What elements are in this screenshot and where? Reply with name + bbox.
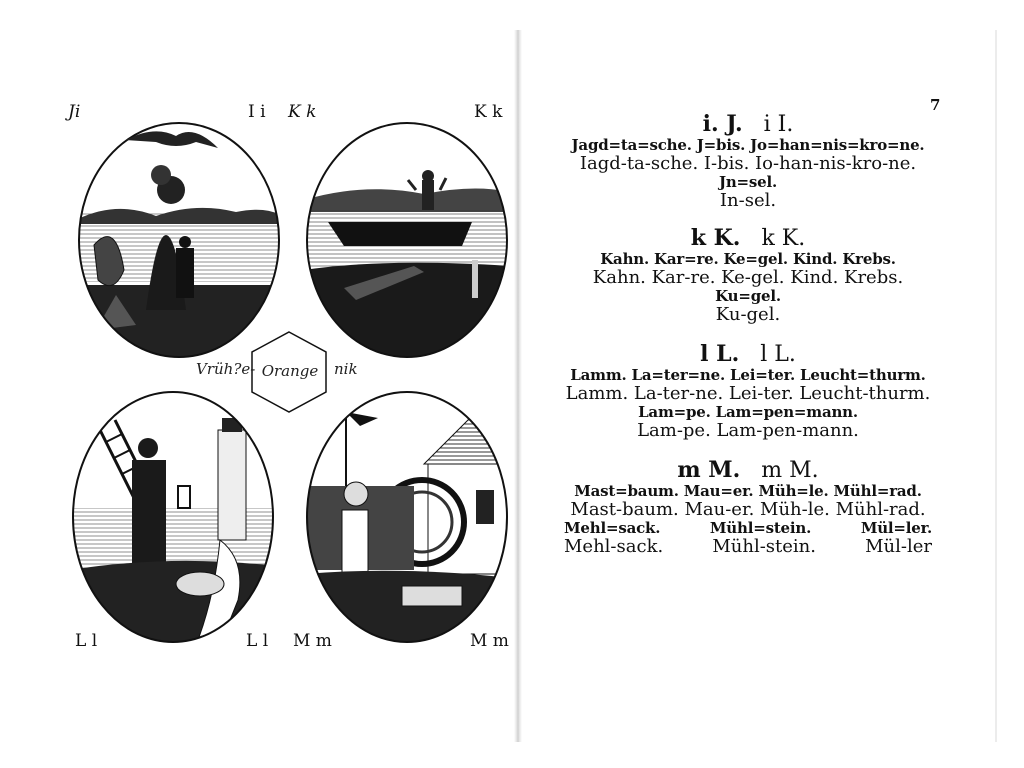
section-heading [530, 458, 966, 483]
page-number: 7 [930, 96, 941, 114]
word-row-roman: In-sel. [719, 190, 777, 211]
word-fraktur: Mehl=sack. [564, 519, 661, 537]
engraving-ibis-jagdtasche [76, 120, 282, 360]
heading-roman: l L. [760, 342, 796, 367]
corner-label-mm-fraktur: M m [293, 631, 332, 651]
heading-roman: k K. [761, 226, 806, 251]
word-row-fraktur: Mast=baum. Mau=er. Müh=le. Mühl=rad. [574, 482, 922, 500]
section-k [530, 226, 966, 325]
corner-label-kk-fraktur: K k [288, 102, 317, 122]
word-row-fraktur: Lam=pe. Lam=pen=mann. [638, 403, 858, 421]
word-row-roman: Mast-baum. Mau-er. Müh-le. Mühl-rad. [570, 499, 926, 520]
word-row-fraktur: Ku=gel. [715, 287, 781, 305]
heading-roman: m M. [761, 458, 819, 483]
section-heading [530, 342, 966, 367]
word-row-fraktur: Kahn. Kar=re. Ke=gel. Kind. Krebs. [600, 250, 896, 268]
corner-label-ll-fraktur: L l [75, 631, 98, 651]
heading-fraktur: l L. [700, 341, 740, 367]
handwritten-note-right: nik [334, 360, 358, 378]
word-row-roman: Kahn. Kar-re. Ke-gel. Kind. Krebs. [592, 267, 904, 288]
section-i [530, 112, 966, 211]
heading-fraktur: m M. [677, 457, 741, 483]
section-m [530, 458, 966, 557]
heading-fraktur: i. J. [702, 111, 743, 137]
word-fraktur: Mül=ler. [860, 519, 932, 537]
word-row-fraktur: Jn=sel. [718, 173, 778, 191]
word-row-fraktur [530, 520, 966, 537]
heading-roman: i I. [763, 112, 794, 137]
word-row-fraktur: Lamm. La=ter=ne. Lei=ter. Leucht=thurm. [570, 366, 926, 384]
word-row-fraktur: Jagd=ta=sche. J=bis. Jo=han=nis=kro=ne. [571, 136, 925, 154]
engraving-kahn [304, 120, 510, 360]
corner-label-ii-fraktur: Ji [68, 102, 81, 122]
section-heading [530, 112, 966, 137]
word-roman: Mehl-sack. [564, 536, 664, 557]
handwritten-note-left: Vrüh?e- [196, 360, 256, 378]
word-roman: Mühl-stein. [712, 536, 816, 557]
corner-label-mm-roman: M m [470, 631, 509, 651]
page-gutter [514, 30, 522, 742]
section-heading [530, 226, 966, 251]
corner-label-kk-roman: K k [474, 102, 503, 122]
word-row-roman: Ku-gel. [715, 304, 781, 325]
word-roman: Mül-ler [865, 536, 932, 557]
page-edge [995, 30, 997, 742]
engraving-leuchtthurm [70, 390, 276, 645]
section-l [530, 342, 966, 441]
handwritten-note-orange: Orange [261, 362, 319, 380]
word-row-roman: Lamm. La-ter-ne. Lei-ter. Leucht-thurm. [565, 383, 931, 404]
word-fraktur: Mühl=stein. [709, 519, 812, 537]
corner-label-ll-roman: L l [246, 631, 269, 651]
heading-fraktur: k K. [690, 225, 741, 251]
word-row-roman [530, 537, 966, 557]
corner-label-ii-roman: I i [248, 102, 266, 122]
engraving-muehle [304, 390, 510, 645]
word-row-roman: Lam-pe. Lam-pen-mann. [637, 420, 859, 441]
word-row-roman: Iagd-ta-sche. I-bis. Io-han-nis-kro-ne. [579, 153, 917, 174]
